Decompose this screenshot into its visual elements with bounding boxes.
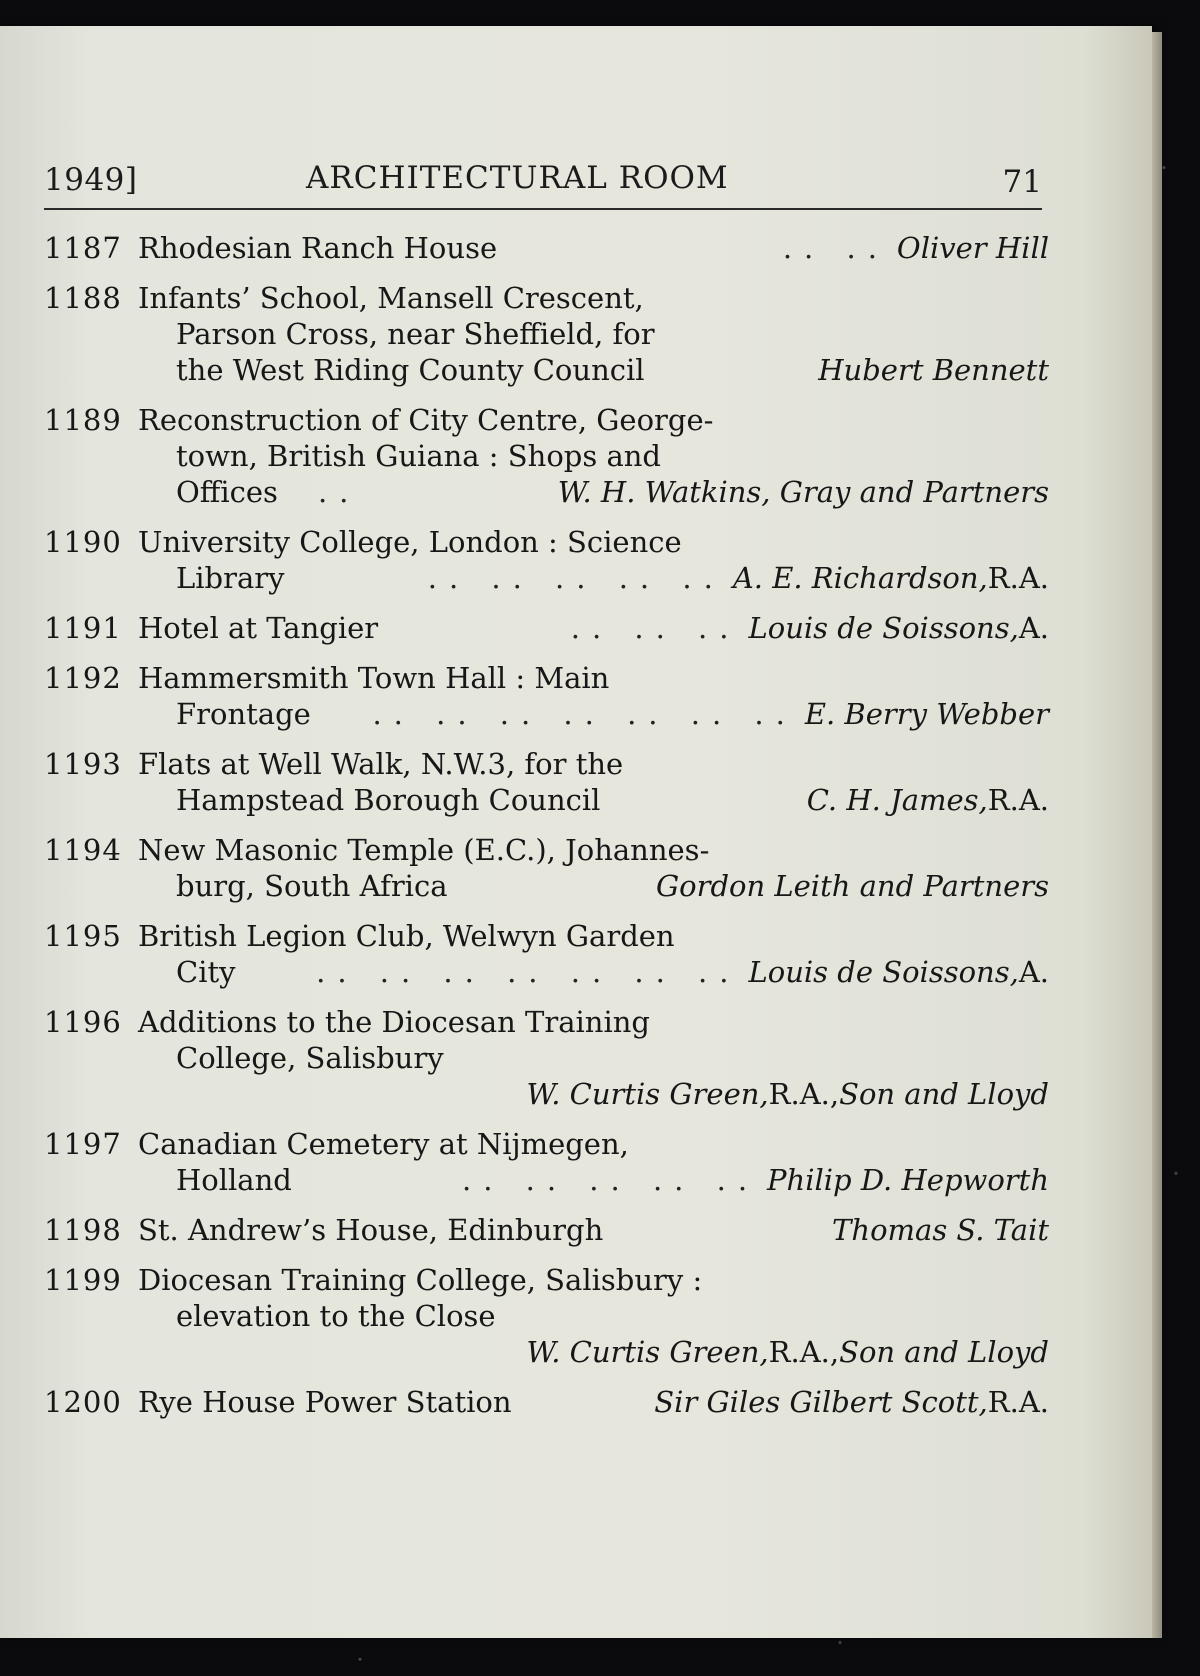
entry-title: Hammersmith Town Hall : Main [138, 661, 610, 695]
entry-body [138, 1384, 1049, 1420]
entry-number: 1197 [44, 1127, 122, 1161]
honour: R.A. [987, 783, 1049, 817]
entry-title: Library [176, 561, 285, 595]
running-header [44, 154, 1042, 204]
entry-number: 1193 [44, 747, 122, 781]
entry-body [138, 402, 1049, 510]
architect: C. H. James, [806, 783, 988, 817]
entry-title: British Legion Club, Welwyn Garden [138, 919, 675, 953]
entry-number: 1195 [44, 919, 122, 953]
entry-title: the West Riding County Council [176, 353, 645, 387]
entry-title: Reconstruction of City Centre, George- [138, 403, 714, 437]
entry-number: 1188 [44, 281, 122, 315]
entry-title: Offices [176, 475, 278, 509]
entry-body [138, 832, 1049, 904]
entry-title: Rhodesian Ranch House [138, 231, 498, 265]
catalogue-entry [44, 1126, 1049, 1198]
entry-title: Rye House Power Station [138, 1385, 512, 1419]
architect: Philip D. Hepworth [767, 1163, 1049, 1197]
architect: A. E. Richardson, [732, 561, 988, 595]
book-page [0, 26, 1152, 1638]
entry-body [138, 1126, 1049, 1198]
entry-number: 1196 [44, 1005, 122, 1039]
entry-title: College, Salisbury [176, 1041, 444, 1075]
entry-body [138, 524, 1049, 596]
header-year: 1949] [44, 162, 138, 198]
honour: A. [1018, 611, 1049, 645]
entry-title: Parson Cross, near Sheffield, for [176, 317, 655, 351]
entry-title: Diocesan Training College, Salisbury : [138, 1263, 703, 1297]
architect: Sir Giles Gilbert Scott, [654, 1385, 988, 1419]
entry-title: Hotel at Tangier [138, 611, 379, 645]
honour: A. [1018, 955, 1049, 989]
entry-number: 1198 [44, 1213, 122, 1247]
entry-title: Infants’ School, Mansell Crescent, [138, 281, 644, 315]
catalogue-entry [44, 1262, 1049, 1370]
catalogue-entry [44, 230, 1049, 266]
catalogue-entry [44, 918, 1049, 990]
entry-title: Hampstead Borough Council [176, 783, 601, 817]
entry-title: St. Andrew’s House, Edinburgh [138, 1213, 604, 1247]
catalogue-entry [44, 610, 1049, 646]
catalogue-list [44, 230, 1049, 1434]
entry-title: burg, South Africa [176, 869, 448, 903]
entry-body [138, 660, 1049, 732]
architect: Louis de Soissons, [748, 611, 1019, 645]
entry-title: town, British Guiana : Shops and [176, 439, 661, 473]
entry-number: 1194 [44, 833, 122, 867]
architect: Gordon Leith and Partners [655, 869, 1049, 903]
dot-leader: .. .. .. [570, 611, 741, 645]
dot-leader: .. .. .. .. .. .. .. [316, 955, 741, 989]
dot-leader: .. .. [782, 231, 889, 265]
dot-leader: .. .. .. .. .. [427, 561, 725, 595]
entry-number: 1190 [44, 525, 122, 559]
entry-body [138, 746, 1049, 818]
entry-body [138, 280, 1049, 388]
entry-title: University College, London : Science [138, 525, 682, 559]
dot-leader: .. .. .. .. .. [461, 1163, 760, 1197]
honour: R.A., [768, 1335, 840, 1369]
dot-leader: .. .. .. .. .. .. .. [372, 697, 797, 731]
entry-title: Canadian Cemetery at Nijmegen, [138, 1127, 629, 1161]
catalogue-entry [44, 1384, 1049, 1420]
catalogue-entry [44, 524, 1049, 596]
entry-title: Flats at Well Walk, N.W.3, for the [138, 747, 624, 781]
honour: R.A. [987, 1385, 1049, 1419]
page-edge [1152, 32, 1162, 1638]
entry-title: elevation to the Close [176, 1299, 496, 1333]
architect-partners: Son and Lloyd [839, 1335, 1049, 1369]
entry-body [138, 1004, 1049, 1112]
architect: Thomas S. Tait [832, 1213, 1049, 1247]
page-number: 71 [1002, 164, 1042, 200]
entry-body [138, 610, 1049, 646]
entry-body [138, 230, 1049, 266]
entry-number: 1187 [44, 231, 122, 265]
catalogue-entry [44, 832, 1049, 904]
architect: W. H. Watkins, Gray and Partners [557, 475, 1049, 509]
entry-number: 1191 [44, 611, 122, 645]
catalogue-entry [44, 280, 1049, 388]
entry-number: 1192 [44, 661, 122, 695]
entry-number: 1199 [44, 1263, 122, 1297]
entry-body [138, 1212, 1049, 1248]
architect-partners: Son and Lloyd [839, 1077, 1049, 1111]
catalogue-entry [44, 1004, 1049, 1112]
architect: Oliver Hill [896, 231, 1049, 265]
architect: W. Curtis Green, [526, 1335, 769, 1369]
entry-title: New Masonic Temple (E.C.), Johannes- [138, 833, 710, 867]
catalogue-entry [44, 1212, 1049, 1248]
entry-title: Frontage [176, 697, 311, 731]
entry-title: Holland [176, 1163, 292, 1197]
honour: R.A. [987, 561, 1049, 595]
entry-number: 1189 [44, 403, 122, 437]
catalogue-entry [44, 746, 1049, 818]
honour: R.A., [768, 1077, 840, 1111]
entry-number: 1200 [44, 1385, 122, 1419]
catalogue-entry [44, 660, 1049, 732]
header-rule [44, 208, 1042, 210]
header-title: ARCHITECTURAL ROOM [306, 160, 729, 196]
architect: Louis de Soissons, [748, 955, 1019, 989]
entry-title: Additions to the Diocesan Training [138, 1005, 650, 1039]
catalogue-entry [44, 402, 1049, 510]
entry-title: City [176, 955, 236, 989]
architect: Hubert Bennett [818, 353, 1049, 387]
architect: E. Berry Webber [804, 697, 1049, 731]
entry-body [138, 918, 1049, 990]
dot-leader: .. [317, 475, 361, 509]
entry-body [138, 1262, 1049, 1370]
architect: W. Curtis Green, [526, 1077, 769, 1111]
